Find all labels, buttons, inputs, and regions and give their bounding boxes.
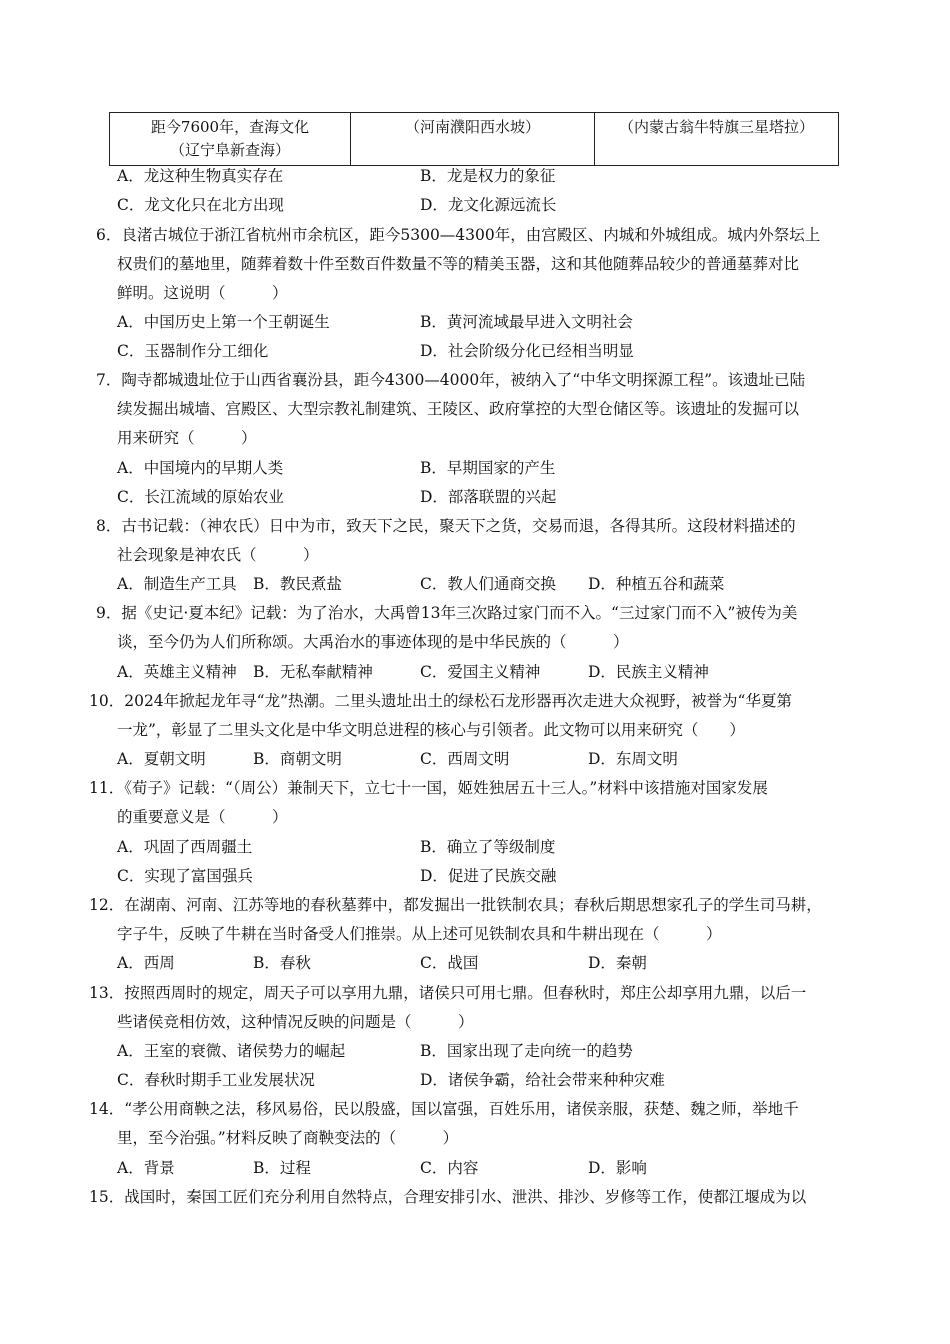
question-15-line-1: 15．战国时，秦国工匠们充分利用自然特点，合理安排引水、泄洪、排沙、岁修等工作，使都江堰成为以 [89,1188,807,1206]
option-d: D．种植五谷和蔬菜 [588,575,725,593]
question-6-line-3: 鲜明。这说明（ ） [117,284,288,302]
question-13-line-2: 些诸侯竞相仿效，这种情况反映的问题是（ ） [117,1013,474,1031]
option-c: C．教人们通商交换 [420,575,556,593]
option-c: C．龙文化只在北方出现 [117,196,284,214]
table-cell-sanxingtala [595,113,839,166]
question-8-line-2: 社会现象是神农氏（ ） [117,546,319,564]
question-12-line-1: 12．在湖南、河南、江苏等地的春秋墓葬中，都发掘出一批铁制农具；春秋后期思想家孔子的学生司马耕， [89,896,822,914]
option-a: A．夏朝文明 [117,750,206,768]
option-c: C．爱国主义精神 [420,663,541,681]
option-c: C．西周文明 [420,750,510,768]
question-8-line-1: 8．古书记载：（神农氏）日中为市，致天下之民，聚天下之货，交易而退，各得其所。这段材料描述的 [96,517,796,535]
option-c: C．春秋时期手工业发展状况 [117,1071,315,1089]
option-c: C．长江流域的原始农业 [117,488,284,506]
question-7-line-1: 7．陶寺都城遗址位于山西省襄汾县，距今4300—4000年，被纳入了“中华文明探源工程”。该遗址已陆 [96,371,806,389]
question-13-line-1: 13．按照西周时的规定，周天子可以享用九鼎，诸侯只可用七鼎。但春秋时，郑庄公却享用九鼎，以后一 [89,984,807,1002]
option-d: D．秦朝 [588,954,647,972]
option-a: A．中国历史上第一个王朝诞生 [117,313,330,331]
option-d: D．民族主义精神 [588,663,709,681]
option-d: D．龙文化源远流长 [420,196,557,214]
option-b: B．确立了等级制度 [420,838,556,856]
option-b: B．龙是权力的象征 [420,167,556,185]
question-11-line-1: 11．《荀子》记载：“（周公）兼制天下，立七十一国，姬姓独居五十三人。”材料中该措施对国家发展 [89,779,768,797]
option-b: B．春秋 [253,954,311,972]
question-10-line-1: 10．2024年掀起龙年寻“龙”热潮。二里头遗址出土的绿松石龙形器再次走进大众视野，被誉为“华夏第 [89,692,792,710]
option-d: D．促进了民族交融 [420,867,557,885]
option-a: A．龙这种生物真实存在 [117,167,284,185]
table-cell-line: （河南濮阳西水坡） [404,118,540,136]
option-a: A．制造生产工具 [117,575,237,593]
option-a: A．英雄主义精神 [117,663,237,681]
question-12-line-2: 字子牛，反映了牛耕在当时备受人们推崇。从上述可见铁制农具和牛耕出现在（ ） [117,925,722,943]
table-cell-chahai [110,113,351,166]
option-b: B．国家出现了走向统一的趋势 [420,1042,633,1060]
option-d: D．社会阶级分化已经相当明显 [420,342,634,360]
question-6-line-2: 权贵们的墓地里，随葬着数十件至数百件数量不等的精美玉器，这和其他随葬品较少的普通墓葬对比 [117,255,800,273]
option-c: C．战国 [420,954,479,972]
option-a: A．背景 [117,1159,175,1177]
question-10-line-2: 一龙”，彰显了二里头文化是中华文明总进程的核心与引领者。此文物可以用来研究（ ） [117,721,745,739]
table-cell-line: （内蒙古翁牛特旗三星塔拉） [618,118,814,136]
question-14-line-2: 里，至今治强。”材料反映了商鞅变法的（ ） [117,1129,459,1147]
option-a: A．王室的衰微、诸侯势力的崛起 [117,1042,346,1060]
option-c: C．实现了富国强兵 [117,867,253,885]
option-d: D．部落联盟的兴起 [420,488,557,506]
option-b: B．过程 [253,1159,311,1177]
question-7-line-2: 续发掘出城墙、宫殿区、大型宗教礼制建筑、王陵区、政府掌控的大型仓储区等。该遗址的发掘可以 [117,400,800,418]
question-9-line-2: 谈，至今仍为人们所称颂。大禹治水的事迹体现的是中华民族的（ ） [117,633,629,651]
question-14-line-1: 14．“孝公用商鞅之法，移风易俗，民以殷盛，国以富强，百姓乐用，诸侯亲服，获楚、魏之师，举地千 [89,1100,799,1118]
option-b: B．商朝文明 [253,750,342,768]
table-cell-xishuipo [351,113,595,166]
option-a: A．西周 [117,954,175,972]
question-7-line-3: 用来研究（ ） [117,429,257,447]
option-b: B．黄河流域最早进入文明社会 [420,313,633,331]
question-6-line-1: 6．良渚古城位于浙江省杭州市余杭区，距今5300—4300年，由宫殿区、内城和外城组成。城内外祭坛上 [96,226,821,244]
option-a: A．中国境内的早期人类 [117,459,284,477]
artifact-table [109,112,839,166]
option-d: D．东周文明 [588,750,678,768]
question-9-line-1: 9．据《史记·夏本纪》记载：为了治水，大禹曾13年三次路过家门而不入。“三过家门而不入”被传为美 [96,604,798,622]
option-a: A．巩固了西周疆土 [117,838,253,856]
option-c: C．玉器制作分工细化 [117,342,269,360]
option-c: C．内容 [420,1159,479,1177]
option-d: D．影响 [588,1159,647,1177]
option-d: D．诸侯争霸，给社会带来种种灾难 [420,1071,665,1089]
option-b: B．无私奉献精神 [253,663,373,681]
option-b: B．教民煮盐 [253,575,342,593]
option-b: B．早期国家的产生 [420,459,556,477]
question-11-line-2: 的重要意义是（ ） [117,808,288,826]
table-cell-line: 距今7600年，查海文化 [150,118,310,136]
table-cell-line: （辽宁阜新查海） [169,141,290,159]
